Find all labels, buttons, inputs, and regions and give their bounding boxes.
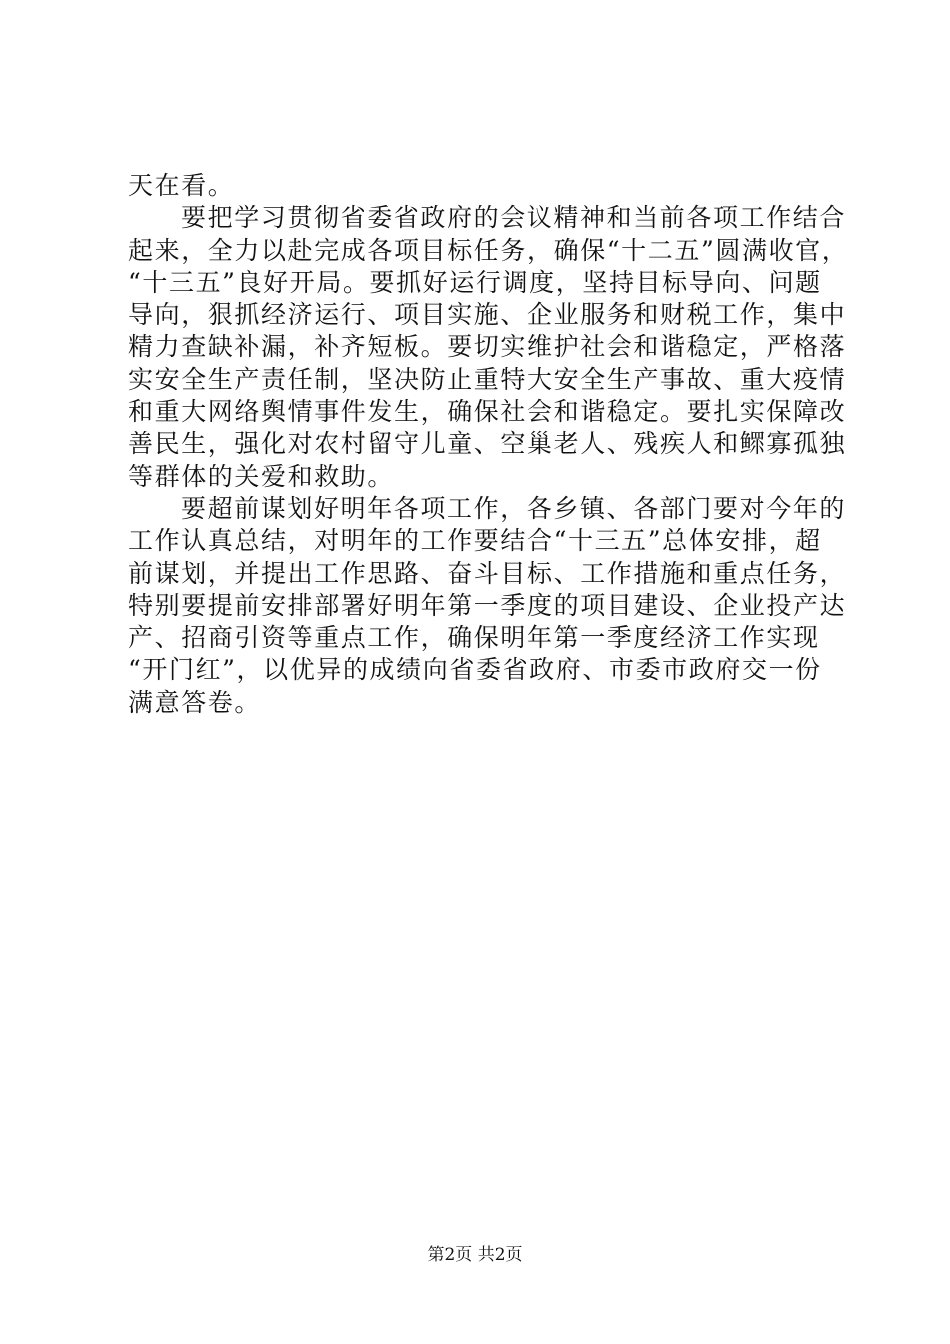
text-line: 导向，狠抓经济运行、项目实施、企业服务和财税工作，集中 — [128, 300, 847, 330]
document-body — [128, 170, 849, 719]
text-line: 起来，全力以赴完成各项目标任务，确保“十二五”圆满收官， — [128, 235, 849, 265]
page-number-footer: 第2页 共2页 — [427, 1245, 523, 1265]
text-line: 工作认真总结，对明年的工作要结合“十三五”总体安排，超 — [128, 526, 822, 556]
text-line: 善民生，强化对农村留守儿童、空巢老人、残疾人和鳏寡孤独 — [128, 429, 847, 459]
text-line: 等群体的关爱和救助。 — [128, 461, 395, 491]
text-line: 精力查缺补漏，补齐短板。要切实维护社会和谐稳定，严格落 — [128, 332, 847, 362]
text-line: 天在看。 — [128, 171, 235, 200]
text-line: 特别要提前安排部署好明年第一季度的项目建设、企业投产达 — [128, 590, 847, 620]
paragraph-start-line: 要超前谋划好明年各项工作，各乡镇、各部门要对今年的 — [181, 493, 847, 523]
paragraph-start-line: 要把学习贯彻省委省政府的会议精神和当前各项工作结合 — [181, 203, 847, 233]
text-line: 实安全生产责任制，坚决防止重特大安全生产事故、重大疫情 — [128, 364, 847, 394]
text-line: 前谋划，并提出工作思路、奋斗目标、工作措施和重点任务， — [128, 558, 847, 588]
text-line: 产、招商引资等重点工作，确保明年第一季度经济工作实现 — [128, 623, 820, 653]
text-line: “十三五”良好开局。要抓好运行调度，坚持目标导向、问题 — [128, 267, 822, 297]
text-line: 满意答卷。 — [128, 687, 262, 717]
text-line: 和重大网络舆情事件发生，确保社会和谐稳定。要扎实保障改 — [128, 397, 847, 427]
text-line: “开门红”，以优异的成绩向省委省政府、市委市政府交一份 — [128, 655, 822, 685]
